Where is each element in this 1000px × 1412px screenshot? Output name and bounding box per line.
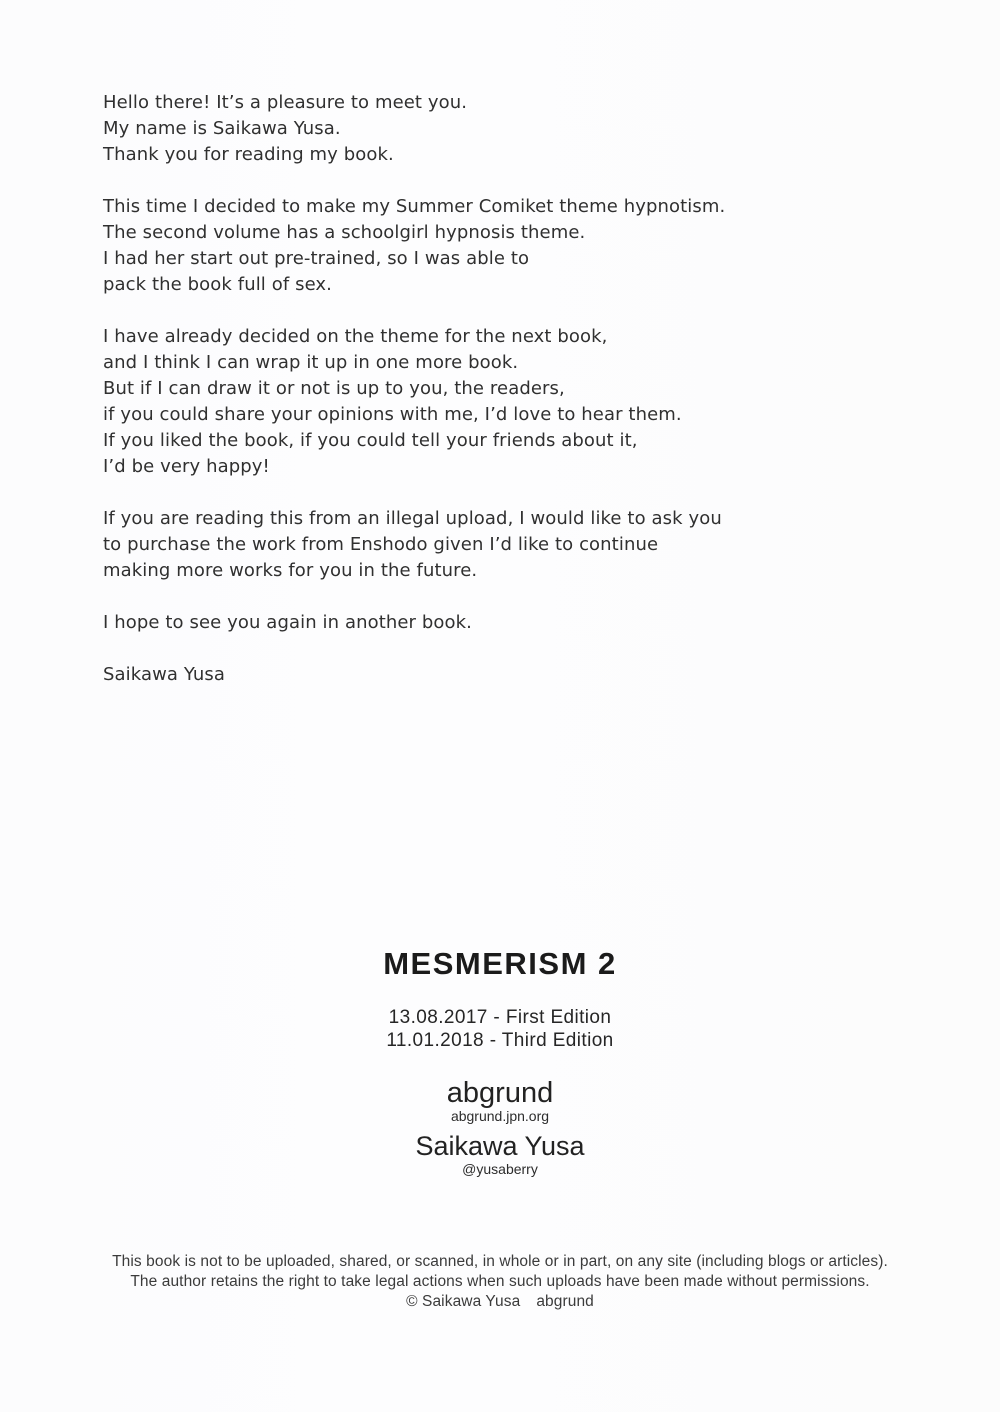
afterword-text (103, 90, 725, 688)
afterword-line: pack the book full of sex. (103, 274, 333, 295)
afterword-line: I hope to see you again in another book. (103, 612, 472, 633)
copyright-holder: © Saikawa Yusa (406, 1293, 521, 1310)
afterword-paragraph-theme (103, 194, 725, 298)
afterword-line: Thank you for reading my book. (103, 144, 394, 165)
afterword-line: if you could share your opinions with me, I’d love to hear them. (103, 404, 682, 425)
legal-line: The author retains the right to take legal actions when such uploads have been made without permissions. (130, 1272, 870, 1290)
afterword-line: The second volume has a schoolgirl hypnosis theme. (103, 222, 586, 243)
afterword-line: Hello there! It’s a pleasure to meet you. (103, 92, 468, 113)
author-signature: Saikawa Yusa (103, 664, 226, 685)
circle-name: abgrund (446, 1077, 554, 1109)
afterword-paragraph-next-book (103, 324, 725, 480)
afterword-line: I had her start out pre-trained, so I was able to (103, 248, 530, 269)
afterword-line: If you are reading this from an illegal upload, I would like to ask you (103, 508, 722, 529)
afterword-line: and I think I can wrap it up in one more book. (103, 352, 519, 373)
afterword-line: to purchase the work from Enshodo given I’d like to continue (103, 534, 659, 555)
legal-notice (0, 1252, 1000, 1312)
afterword-line: My name is Saikawa Yusa. (103, 118, 341, 139)
author-name: Saikawa Yusa (415, 1131, 585, 1161)
first-edition-date: 13.08.2017 - First Edition (388, 1007, 612, 1028)
afterword-line: I have already decided on the theme for the next book, (103, 326, 608, 347)
afterword-line: If you liked the book, if you could tell your friends about it, (103, 430, 638, 451)
legal-line: This book is not to be uploaded, shared, or scanned, in whole or in part, on any site (including blogs or articles). (112, 1253, 888, 1270)
afterword-line: making more works for you in the future. (103, 560, 478, 581)
third-edition-date: 11.01.2018 - Third Edition (386, 1030, 614, 1051)
afterword-paragraph-farewell (103, 610, 725, 636)
afterword-line: But if I can draw it or not is up to you, the readers, (103, 378, 565, 399)
copyright-line (0, 1292, 1000, 1312)
author-twitter-handle: @yusaberry (462, 1161, 538, 1177)
afterword-paragraph-greeting (103, 90, 725, 168)
circle-website: abgrund.jpn.org (450, 1108, 550, 1124)
book-title: MESMERISM 2 (383, 946, 617, 981)
afterword-paragraph-purchase (103, 506, 725, 584)
afterword-line: I’d be very happy! (103, 456, 270, 477)
afterword-line: This time I decided to make my Summer Comiket theme hypnotism. (103, 196, 726, 217)
colophon (0, 946, 1000, 1177)
copyright-circle: abgrund (536, 1293, 594, 1310)
